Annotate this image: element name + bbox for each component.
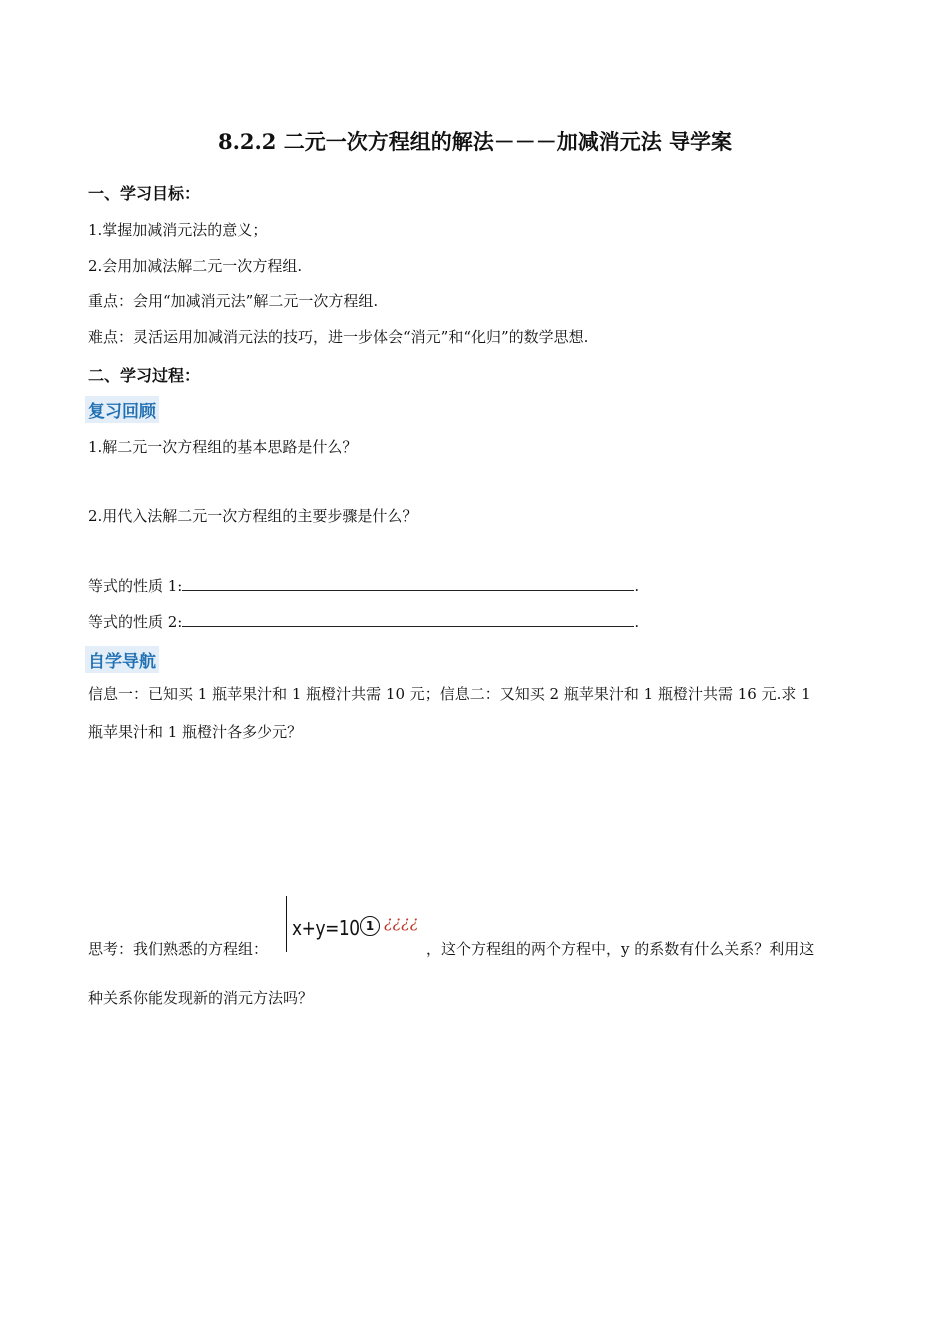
equation-render-artifact: ¿¿¿¿ <box>384 912 419 931</box>
property-1-label: 等式的性质 1: <box>88 577 183 595</box>
info-line-2: 瓶苹果汁和 1 瓶橙汁各多少元？ <box>88 723 303 741</box>
property-1-end: . <box>634 577 640 595</box>
section-heading-goals: 一、学习目标： <box>88 184 201 203</box>
think-suffix: ，这个方程组的两个方程中，y 的系数有什么关系？利用这 <box>426 940 815 958</box>
page-title: 8.2.2 二元一次方程组的解法－－－加减消元法 导学案 <box>217 129 733 154</box>
property-2-blank[interactable] <box>182 612 634 627</box>
think-line-2: 种关系你能发现新的消元方法吗？ <box>88 989 314 1007</box>
info-line-1: 信息一：已知买 1 瓶苹果汁和 1 瓶橙汁共需 10 元；信息二：又知买 2 瓶苹果汁和 1 瓶橙汁共需 16 元.求 1 <box>88 685 811 703</box>
key-point: 重点：会用“加减消元法”解二元一次方程组. <box>88 292 379 310</box>
equation-system <box>286 896 426 952</box>
property-2-label: 等式的性质 2: <box>88 613 183 631</box>
think-prefix: 思考：我们熟悉的方程组： <box>88 940 269 958</box>
section-heading-process: 二、学习过程： <box>88 366 201 385</box>
equality-property-2 <box>88 611 639 632</box>
goal-item-2: 2.会用加减法解二元一次方程组. <box>88 257 303 275</box>
self-study-tag: 自学导航 <box>85 646 159 673</box>
property-1-blank[interactable] <box>182 576 634 591</box>
property-2-end: . <box>634 613 640 631</box>
review-question-1: 1.解二元一次方程组的基本思路是什么？ <box>88 438 358 456</box>
review-question-2: 2.用代入法解二元一次方程组的主要步骤是什么？ <box>88 507 418 525</box>
equation-number-marker: 1 <box>360 916 380 936</box>
difficult-point: 难点：灵活运用加减消元法的技巧，进一步体会“消元”和“化归”的数学思想. <box>88 328 589 346</box>
review-tag: 复习回顾 <box>85 396 159 423</box>
equality-property-1 <box>88 575 639 596</box>
equation-1: x+y=10 <box>292 916 360 940</box>
goal-item-1: 1.掌握加减消元法的意义； <box>88 221 268 239</box>
